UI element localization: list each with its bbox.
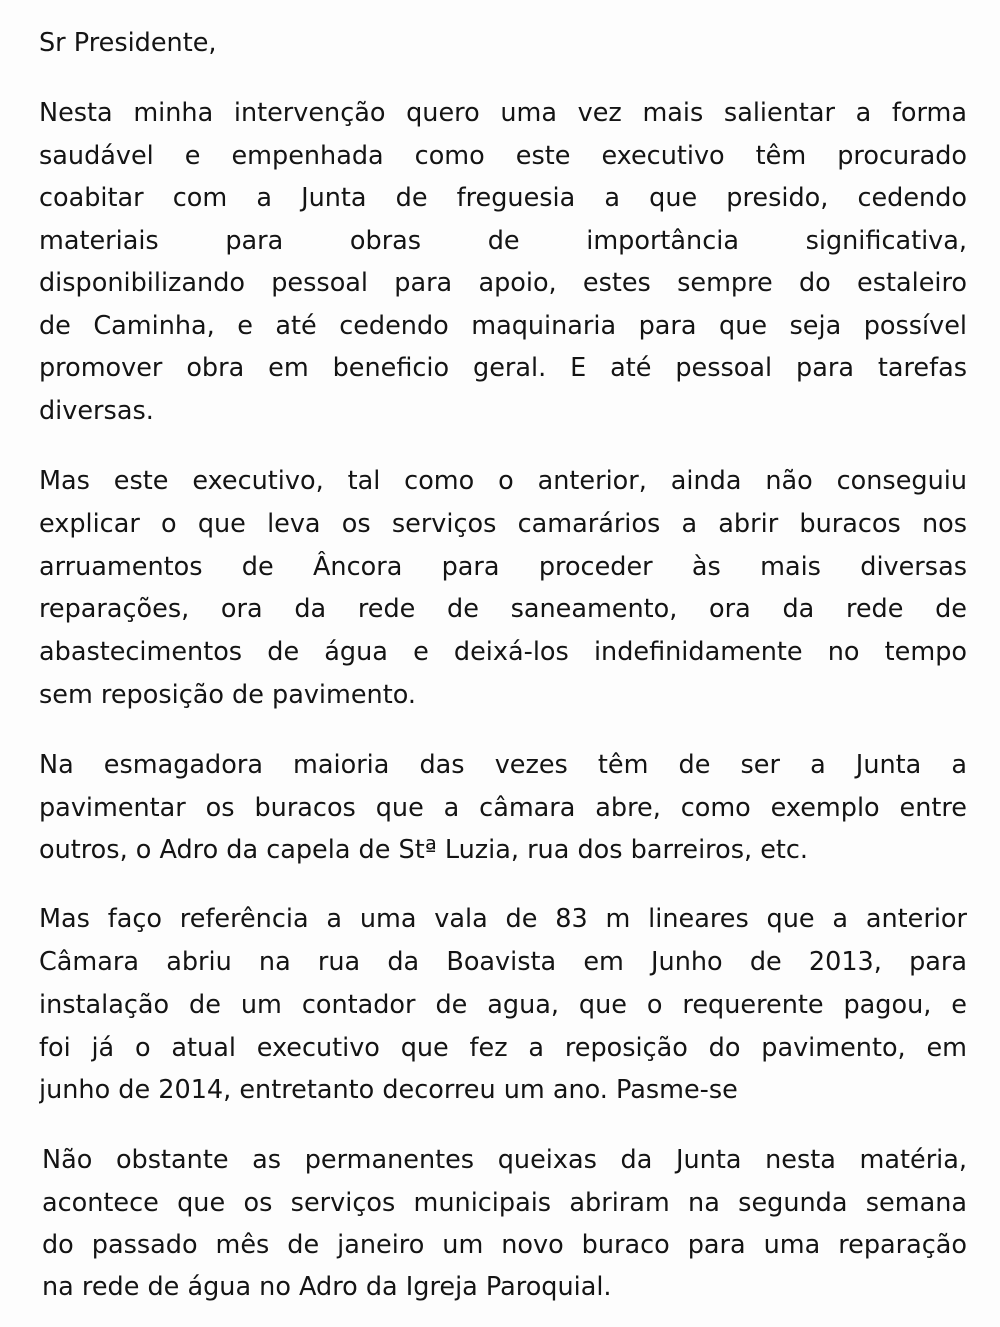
paragraph-line: Não obstante as permanentes queixas da Junta nesta matéria, [42, 1145, 967, 1175]
paragraph-line: instalação de um contador de agua, que o requerente pagou, e [39, 990, 967, 1020]
paragraph-line: diversas. [39, 396, 154, 426]
paragraph-line: Câmara abriu na rua da Boavista em Junho de 2013, para [39, 947, 967, 977]
paragraph-line: coabitar com a Junta de freguesia a que presido, cedendo [39, 183, 967, 213]
paragraph-line: abastecimentos de água e deixá-los indefinidamente no tempo [39, 637, 967, 667]
paragraph-line: pavimentar os buracos que a câmara abre, como exemplo entre [39, 793, 967, 823]
paragraph-line: foi já o atual executivo que fez a reposição do pavimento, em [39, 1033, 967, 1063]
paragraph-line: promover obra em beneficio geral. E até pessoal para tarefas [39, 353, 967, 383]
paragraph-line: Mas este executivo, tal como o anterior, ainda não conseguiu [39, 466, 967, 496]
paragraph-line: junho de 2014, entretanto decorreu um ano. Pasme-se [39, 1075, 738, 1105]
paragraph-line: explicar o que leva os serviços camarários a abrir buracos nos [39, 509, 967, 539]
paragraph-line: na rede de água no Adro da Igreja Paroquial. [42, 1272, 612, 1302]
paragraph-line: sem reposição de pavimento. [39, 680, 416, 710]
paragraph-line: Mas faço referência a uma vala de 83 m lineares que a anterior [39, 904, 967, 934]
paragraph-line: Nesta minha intervenção quero uma vez mais salientar a forma [39, 98, 967, 128]
paragraph-line: Na esmagadora maioria das vezes têm de ser a Junta a [39, 750, 967, 780]
paragraph-line: outros, o Adro da capela de Stª Luzia, rua dos barreiros, etc. [39, 835, 809, 865]
paragraph-line: disponibilizando pessoal para apoio, estes sempre do estaleiro [39, 268, 967, 298]
paragraph-line: acontece que os serviços municipais abriram na segunda semana [42, 1188, 967, 1218]
paragraph-line: arruamentos de Âncora para proceder às mais diversas [39, 552, 967, 582]
paragraph-line: do passado mês de janeiro um novo buraco para uma reparação [42, 1230, 967, 1260]
paragraph-line: materiais para obras de importância significativa, [39, 226, 967, 256]
salutation: Sr Presidente, [39, 28, 217, 58]
paragraph-line: reparações, ora da rede de saneamento, ora da rede de [39, 594, 967, 624]
paragraph-line: de Caminha, e até cedendo maquinaria para que seja possível [39, 311, 967, 341]
paragraph-line: saudável e empenhada como este executivo têm procurado [39, 141, 967, 171]
